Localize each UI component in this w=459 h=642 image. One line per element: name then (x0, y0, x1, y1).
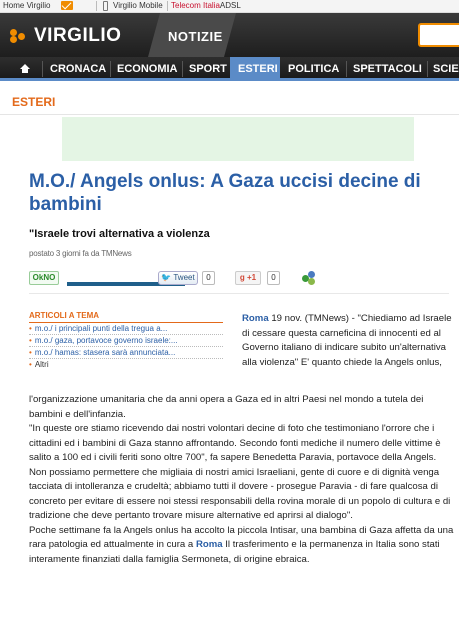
related-article-link[interactable]: • m.o./ hamas: stasera sarà annunciata... (29, 347, 223, 359)
nav-item-spettacoli[interactable]: SPETTACOLI (353, 63, 422, 75)
virgilio-mobile-link[interactable]: Virgilio Mobile (113, 1, 163, 10)
divider (427, 61, 428, 77)
site-header (0, 13, 459, 57)
tweet-label: Tweet (173, 273, 195, 282)
telecom-italia-label: Telecom Italia (171, 1, 220, 10)
article-lead (242, 312, 457, 370)
gplus-label: +1 (246, 273, 257, 282)
virgilio-logo-icon[interactable] (10, 29, 32, 43)
advertisement-banner[interactable] (62, 117, 414, 161)
section-label[interactable]: ESTERI (12, 95, 56, 109)
home-virgilio-link[interactable]: Home Virgilio (3, 1, 51, 10)
telecom-adsl-link[interactable] (171, 1, 241, 10)
nav-item-cronaca[interactable]: CRONACA (50, 63, 107, 75)
share-bar (29, 270, 429, 288)
more-articles-link[interactable]: • Altri (29, 360, 49, 369)
nav-item-sport[interactable]: SPORT (189, 63, 227, 75)
article-paragraph (29, 524, 454, 568)
paragraph-text: Poche settimane fa la Angels onlus ha accolto la piccola Intisar, una bambina di Gaza affetta da una rara patologia ed attualmente in cura a (29, 524, 454, 550)
article-title: M.O./ Angels onlus: A Gaza uccisi decine di bambini (29, 171, 421, 215)
lead-text: 19 nov. (TMNews) - "Chiediamo ad Israele di cessare questa carneficina di innocenti ed al Governo italiano di indicare subito un'alternativa alla violenza" E' quanto chiede la Angels onlus, (242, 313, 452, 368)
related-article-link[interactable]: • m.o./ gaza, portavoce governo israele:... (29, 335, 223, 347)
related-article-label: m.o./ gaza, portavoce governo israele:... (34, 336, 178, 345)
article-paragraph: "In queste ore stiamo ricevendo dai nostri volontari decine di foto che testimoniano l'orrore che i cittadini ed i bambini di Gaza stanno affrontando. Secondo fonti mediche il numero delle vittime è salito a 100 ed i civili feriti sono oltre 700", fa sapere Benedetta Paravia, portavoce della Angels. (29, 423, 441, 463)
article-body (29, 393, 454, 567)
more-articles-label: Altri (34, 360, 49, 369)
mobile-phone-icon (103, 1, 108, 11)
nav-item-esteri[interactable]: ESTERI (238, 63, 278, 75)
related-articles-box (29, 311, 223, 371)
home-icon[interactable] (20, 64, 30, 73)
top-utility-bar (0, 0, 459, 13)
article-paragraph: l'organizzazione umanitaria che da anni opera a Gaza ed in altri Paesi nel mondo a tutela dei bambini e dell'infanzia. (29, 394, 424, 420)
article-meta: postato 3 giorni fa da TMNews (29, 249, 132, 258)
adsl-label: ADSL (219, 1, 241, 10)
divider (346, 61, 347, 77)
lead-city-link[interactable]: Roma (242, 313, 269, 324)
google-plus-button[interactable]: g +1 (235, 271, 261, 285)
tweet-count: 0 (202, 271, 215, 285)
virgilio-logo[interactable]: VIRGILIO (34, 25, 122, 46)
related-article-link[interactable]: • m.o./ i principali punti della tregua a... (29, 323, 223, 335)
gplus-count: 0 (267, 271, 280, 285)
nav-item-economia[interactable]: ECONOMIA (117, 63, 178, 75)
divider (110, 61, 111, 77)
main-nav (0, 57, 459, 81)
divider (182, 61, 183, 77)
related-article-label: m.o./ i principali punti della tregua a... (34, 324, 168, 333)
related-article-label: m.o./ hamas: stasera sarà annunciata... (34, 348, 176, 357)
related-articles-title: ARTICOLI A TEMA (29, 311, 223, 323)
okno-button[interactable]: OkNO (29, 271, 59, 285)
divider (0, 114, 459, 115)
nav-item-scienza[interactable]: SCIE (433, 63, 459, 75)
notizie-label: NOTIZIE (168, 29, 223, 44)
article-subtitle: "Israele trovi alternativa a violenza (29, 228, 210, 240)
nav-item-politica[interactable]: POLITICA (288, 63, 340, 75)
mail-icon[interactable] (61, 1, 73, 10)
divider (167, 1, 168, 11)
share-people-icon[interactable] (301, 270, 317, 286)
divider (96, 1, 97, 11)
divider (42, 61, 43, 77)
article-paragraph: Non possiamo permettere che migliaia di nostri amici Israeliani, gente di cuore e di dignità venga tacciata di intolleranza e crudeltà; abbiamo tutti il dovere - prosegue Paravia - di fare qualcosa di concreto per evitare di essere noi stessi responsabili della rovina morale di un popolo di cultura e di tradizione che deve pertanto trovare misure alternative ed aprirsi al dialogo". (29, 466, 451, 521)
city-link[interactable]: Roma (195, 539, 223, 550)
tweet-button[interactable]: 🐦 Tweet (158, 271, 198, 285)
divider (29, 293, 449, 294)
paragraph-text: Il trasferimento e la permanenza in Italia sono stati interamente finanziati dalla famiglia Sermoneta, di origine ebraica. (29, 539, 440, 565)
search-input[interactable] (418, 23, 459, 47)
